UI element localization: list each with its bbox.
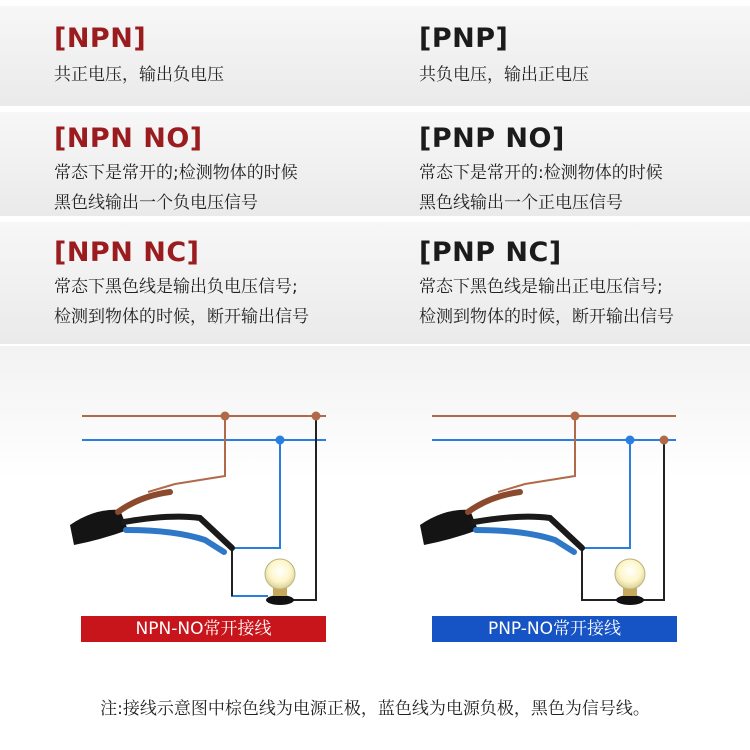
pnp-lamp-bulb-icon <box>615 559 645 589</box>
pnp-black-loop <box>582 548 618 600</box>
pnp-cable-jacket <box>420 510 478 545</box>
pnp-no-line-1: 常态下是常开的:检测物体的时候 <box>419 163 663 183</box>
pnp-nc-heading: [PNP NC] <box>419 237 562 268</box>
pnp-no-heading: [PNP NO] <box>419 123 565 154</box>
pnp-brown-junction <box>571 412 580 421</box>
npn-brown-junction <box>221 412 230 421</box>
npn-no-section <box>54 122 298 216</box>
npn-lamp-base <box>266 595 294 605</box>
pnp-nc-line-2: 检测到物体的时候，断开输出信号 <box>419 307 674 327</box>
npn-no-line-2: 黑色线输出一个负电压信号 <box>54 193 258 213</box>
npn-lamp-bulb-icon <box>265 559 295 589</box>
pnp-right-junction <box>660 436 669 445</box>
pnp-blue-loop <box>582 440 630 548</box>
npn-nc-heading: [NPN NC] <box>54 237 200 268</box>
row-band-1 <box>0 6 750 106</box>
npn-no-line-1: 常态下是常开的;检测物体的时候 <box>54 163 298 183</box>
npn-blue-junction <box>276 436 285 445</box>
npn-heading: [NPN] <box>54 23 147 54</box>
npn-lamp-right <box>292 416 316 600</box>
pnp-blue-wire <box>476 530 574 552</box>
npn-no-diagram <box>70 412 326 606</box>
pnp-brown-wire <box>468 492 520 512</box>
pnp-section <box>419 22 589 88</box>
pnp-description: 共负电压，输出正电压 <box>419 65 589 85</box>
wiring-note: 注:接线示意图中棕色线为电源正极，蓝色线为电源负极，黑色为信号线。 <box>100 699 650 719</box>
npn-nc-line-1: 常态下黑色线是输出负电压信号; <box>54 277 298 297</box>
pnp-nc-section <box>419 236 674 330</box>
npn-nc-section <box>54 236 309 330</box>
npn-brown-wire <box>118 492 170 512</box>
npn-no-caption: NPN-NO常开接线 <box>81 616 326 642</box>
npn-nc-line-2: 检测到物体的时候，断开输出信号 <box>54 307 309 327</box>
npn-right-junction <box>312 412 321 421</box>
npn-brown-drop <box>148 416 225 492</box>
row-band-3 <box>0 222 750 344</box>
pnp-no-diagram <box>420 412 676 606</box>
pnp-no-caption: PNP-NO常开接线 <box>432 616 677 642</box>
pnp-no-section <box>419 122 663 216</box>
npn-blue-wire <box>126 530 224 552</box>
pnp-lamp-base <box>616 595 644 605</box>
npn-section <box>54 22 224 88</box>
npn-no-heading: [NPN NO] <box>54 123 203 154</box>
pnp-heading: [PNP] <box>419 23 509 54</box>
pnp-brown-drop <box>498 416 575 492</box>
npn-cable-jacket <box>70 510 128 545</box>
pnp-nc-line-1: 常态下黑色线是输出正电压信号; <box>419 277 663 297</box>
row-band-2 <box>0 112 750 216</box>
pnp-blue-junction <box>626 436 635 445</box>
pnp-no-line-2: 黑色线输出一个正电压信号 <box>419 193 623 213</box>
npn-description: 共正电压，输出负电压 <box>54 65 224 85</box>
